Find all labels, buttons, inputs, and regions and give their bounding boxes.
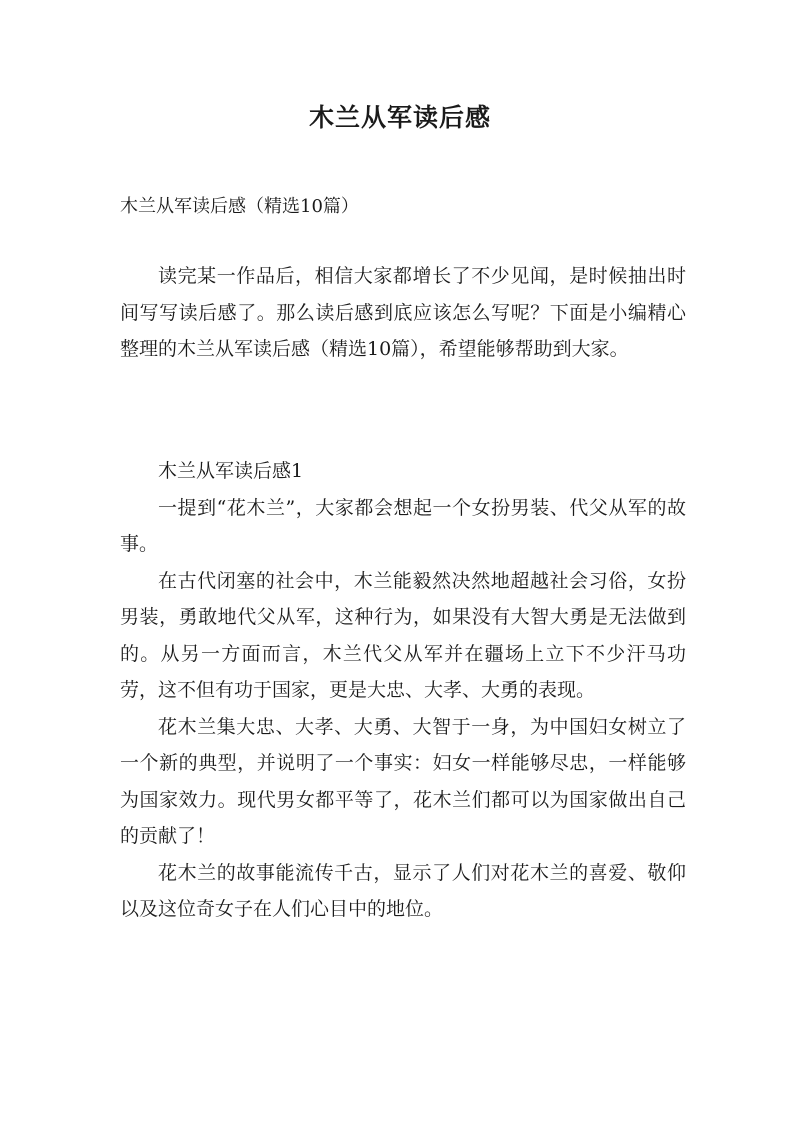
body-paragraph: 在古代闭塞的社会中，木兰能毅然决然地超越社会习俗，女扮男装，勇敢地代父从军，这种行为，如果没有大智大勇是无法做到的。从另一方面而言，木兰代父从军并在疆场上立下不少汗马功劳，这不但有功于国家，更是大忠、大孝、大勇的表现。 [120, 569, 686, 701]
intro-paragraph: 读完某一作品后，相信大家都增长了不少见闻，是时候抽出时间写写读后感了。那么读后感到底应该怎么写呢？下面是小编精心整理的木兰从军读后感（精选10篇），希望能够帮助到大家。 [120, 265, 686, 360]
intro-section [120, 258, 686, 368]
body-paragraph: 花木兰集大忠、大孝、大勇、大智于一身，为中国妇女树立了一个新的典型，并说明了一个事实：妇女一样能够尽忠，一样能够为国家效力。现代男女都平等了，花木兰们都可以为国家做出自己的贡献了！ [120, 715, 686, 847]
section-heading: 木兰从军读后感1 [158, 460, 304, 482]
document-subtitle: 木兰从军读后感（精选10篇） [120, 196, 359, 217]
document-title: 木兰从军读后感 [308, 103, 491, 132]
essay-section [120, 453, 686, 928]
body-paragraph: 花木兰的故事能流传千古，显示了人们对花木兰的喜爱、敬仰以及这位奇女子在人们心目中的地位。 [120, 861, 686, 920]
body-paragraph: 一提到“花木兰”，大家都会想起一个女扮男装、代父从军的故事。 [120, 496, 686, 555]
